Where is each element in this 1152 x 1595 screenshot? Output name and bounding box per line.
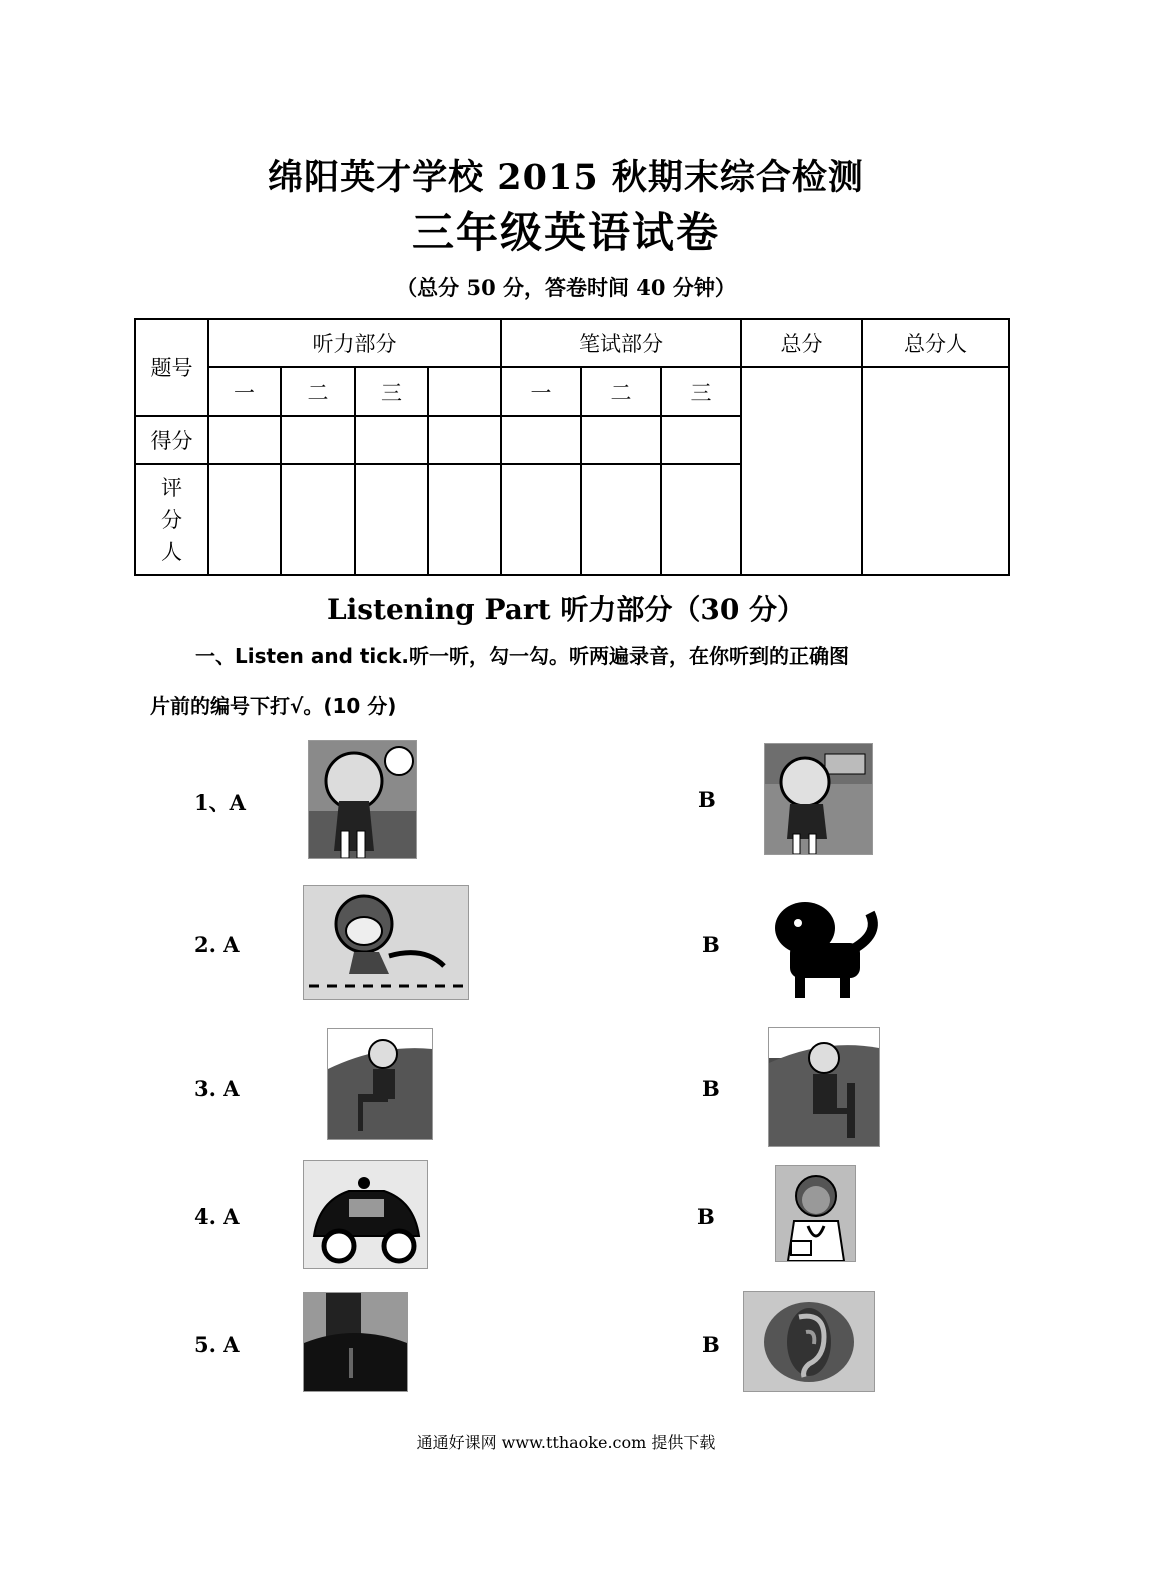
- row-label-item: 题号: [135, 319, 208, 416]
- grader-cell: [661, 464, 741, 575]
- writing-col-3: 三: [661, 367, 741, 415]
- listening-col-4: [428, 367, 501, 415]
- q1-label-a: 1、A: [194, 790, 246, 815]
- grader-char: 人: [161, 539, 182, 564]
- q4-picture-a[interactable]: [303, 1160, 428, 1269]
- score-cell: [208, 416, 281, 464]
- writing-col-1: 一: [501, 367, 581, 415]
- q3-picture-b[interactable]: [768, 1027, 880, 1147]
- grader-cell: [428, 464, 501, 575]
- listening-section-title: Listening Part 听力部分（30 分）: [326, 593, 806, 626]
- hat-icon: [304, 1293, 407, 1391]
- score-cell: [428, 416, 501, 464]
- dog-icon: [760, 893, 884, 1001]
- q2-picture-a[interactable]: [303, 885, 469, 1000]
- total-header: 总分: [741, 319, 862, 367]
- writing-col-2: 二: [581, 367, 661, 415]
- score-cell: [581, 416, 661, 464]
- ear-icon: [744, 1292, 874, 1391]
- police-car-icon: [304, 1161, 427, 1268]
- q5-picture-b[interactable]: [743, 1291, 875, 1392]
- school-exam-line: 绵阳英才学校 2015 秋期末综合检测: [268, 157, 864, 198]
- q4-label-a: 4. A: [194, 1204, 240, 1229]
- listening-header: 听力部分: [208, 319, 501, 367]
- listening-col-2: 二: [281, 367, 355, 415]
- q1-picture-a[interactable]: [308, 740, 417, 859]
- q1-label-b: B: [698, 787, 716, 812]
- grader-cell: [281, 464, 355, 575]
- q2-label-a: 2. A: [194, 932, 240, 957]
- q3-picture-a[interactable]: [327, 1028, 433, 1140]
- row-label-score: 得分: [135, 416, 208, 464]
- boy-sit-down-icon: [328, 1029, 432, 1139]
- score-table: [134, 318, 1010, 576]
- scorer-total-cell: [862, 367, 1009, 575]
- score-cell: [281, 416, 355, 464]
- q5-label-b: B: [702, 1332, 720, 1357]
- grader-cell: [501, 464, 581, 575]
- footer-credit: 通通好课网 www.tthaoke.com 提供下载: [416, 1433, 716, 1452]
- q1-picture-b[interactable]: [764, 743, 873, 855]
- boy-backpack-icon: [309, 741, 416, 858]
- exam-subtitle: （总分 50 分，答卷时间 40 分钟）: [396, 275, 736, 300]
- instruction-line-2: 片前的编号下打√。(10 分): [150, 694, 397, 718]
- q5-label-a: 5. A: [194, 1332, 240, 1357]
- listening-col-1: 一: [208, 367, 281, 415]
- q4-picture-b[interactable]: [775, 1165, 856, 1262]
- q5-picture-a[interactable]: [303, 1292, 408, 1392]
- exam-title: 三年级英语试卷: [411, 208, 720, 257]
- total-score-cell: [741, 367, 862, 575]
- writing-header: 笔试部分: [501, 319, 741, 367]
- doctor-icon: [776, 1166, 855, 1261]
- score-cell: [661, 416, 741, 464]
- grader-cell: [581, 464, 661, 575]
- score-cell: [355, 416, 428, 464]
- grader-cell: [355, 464, 428, 575]
- q3-label-a: 3. A: [194, 1076, 240, 1101]
- instruction-line-1: 一、Listen and tick.听一听，勾一勾。听两遍录音，在你听到的正确图: [195, 644, 850, 668]
- q4-label-b: B: [697, 1204, 715, 1229]
- grader-char: 评: [161, 475, 182, 500]
- score-cell: [501, 416, 581, 464]
- boy-stand-up-icon: [769, 1028, 879, 1146]
- row-label-grader: [135, 464, 208, 575]
- q2-label-b: B: [702, 932, 720, 957]
- grader-cell: [208, 464, 281, 575]
- q2-picture-b[interactable]: [760, 893, 884, 1001]
- scorer-total-header: 总分人: [862, 319, 1009, 367]
- boy-waving-icon: [765, 744, 872, 854]
- monkey-icon: [304, 886, 468, 999]
- q3-label-b: B: [702, 1076, 720, 1101]
- grader-char: 分: [161, 507, 182, 532]
- listening-col-3: 三: [355, 367, 428, 415]
